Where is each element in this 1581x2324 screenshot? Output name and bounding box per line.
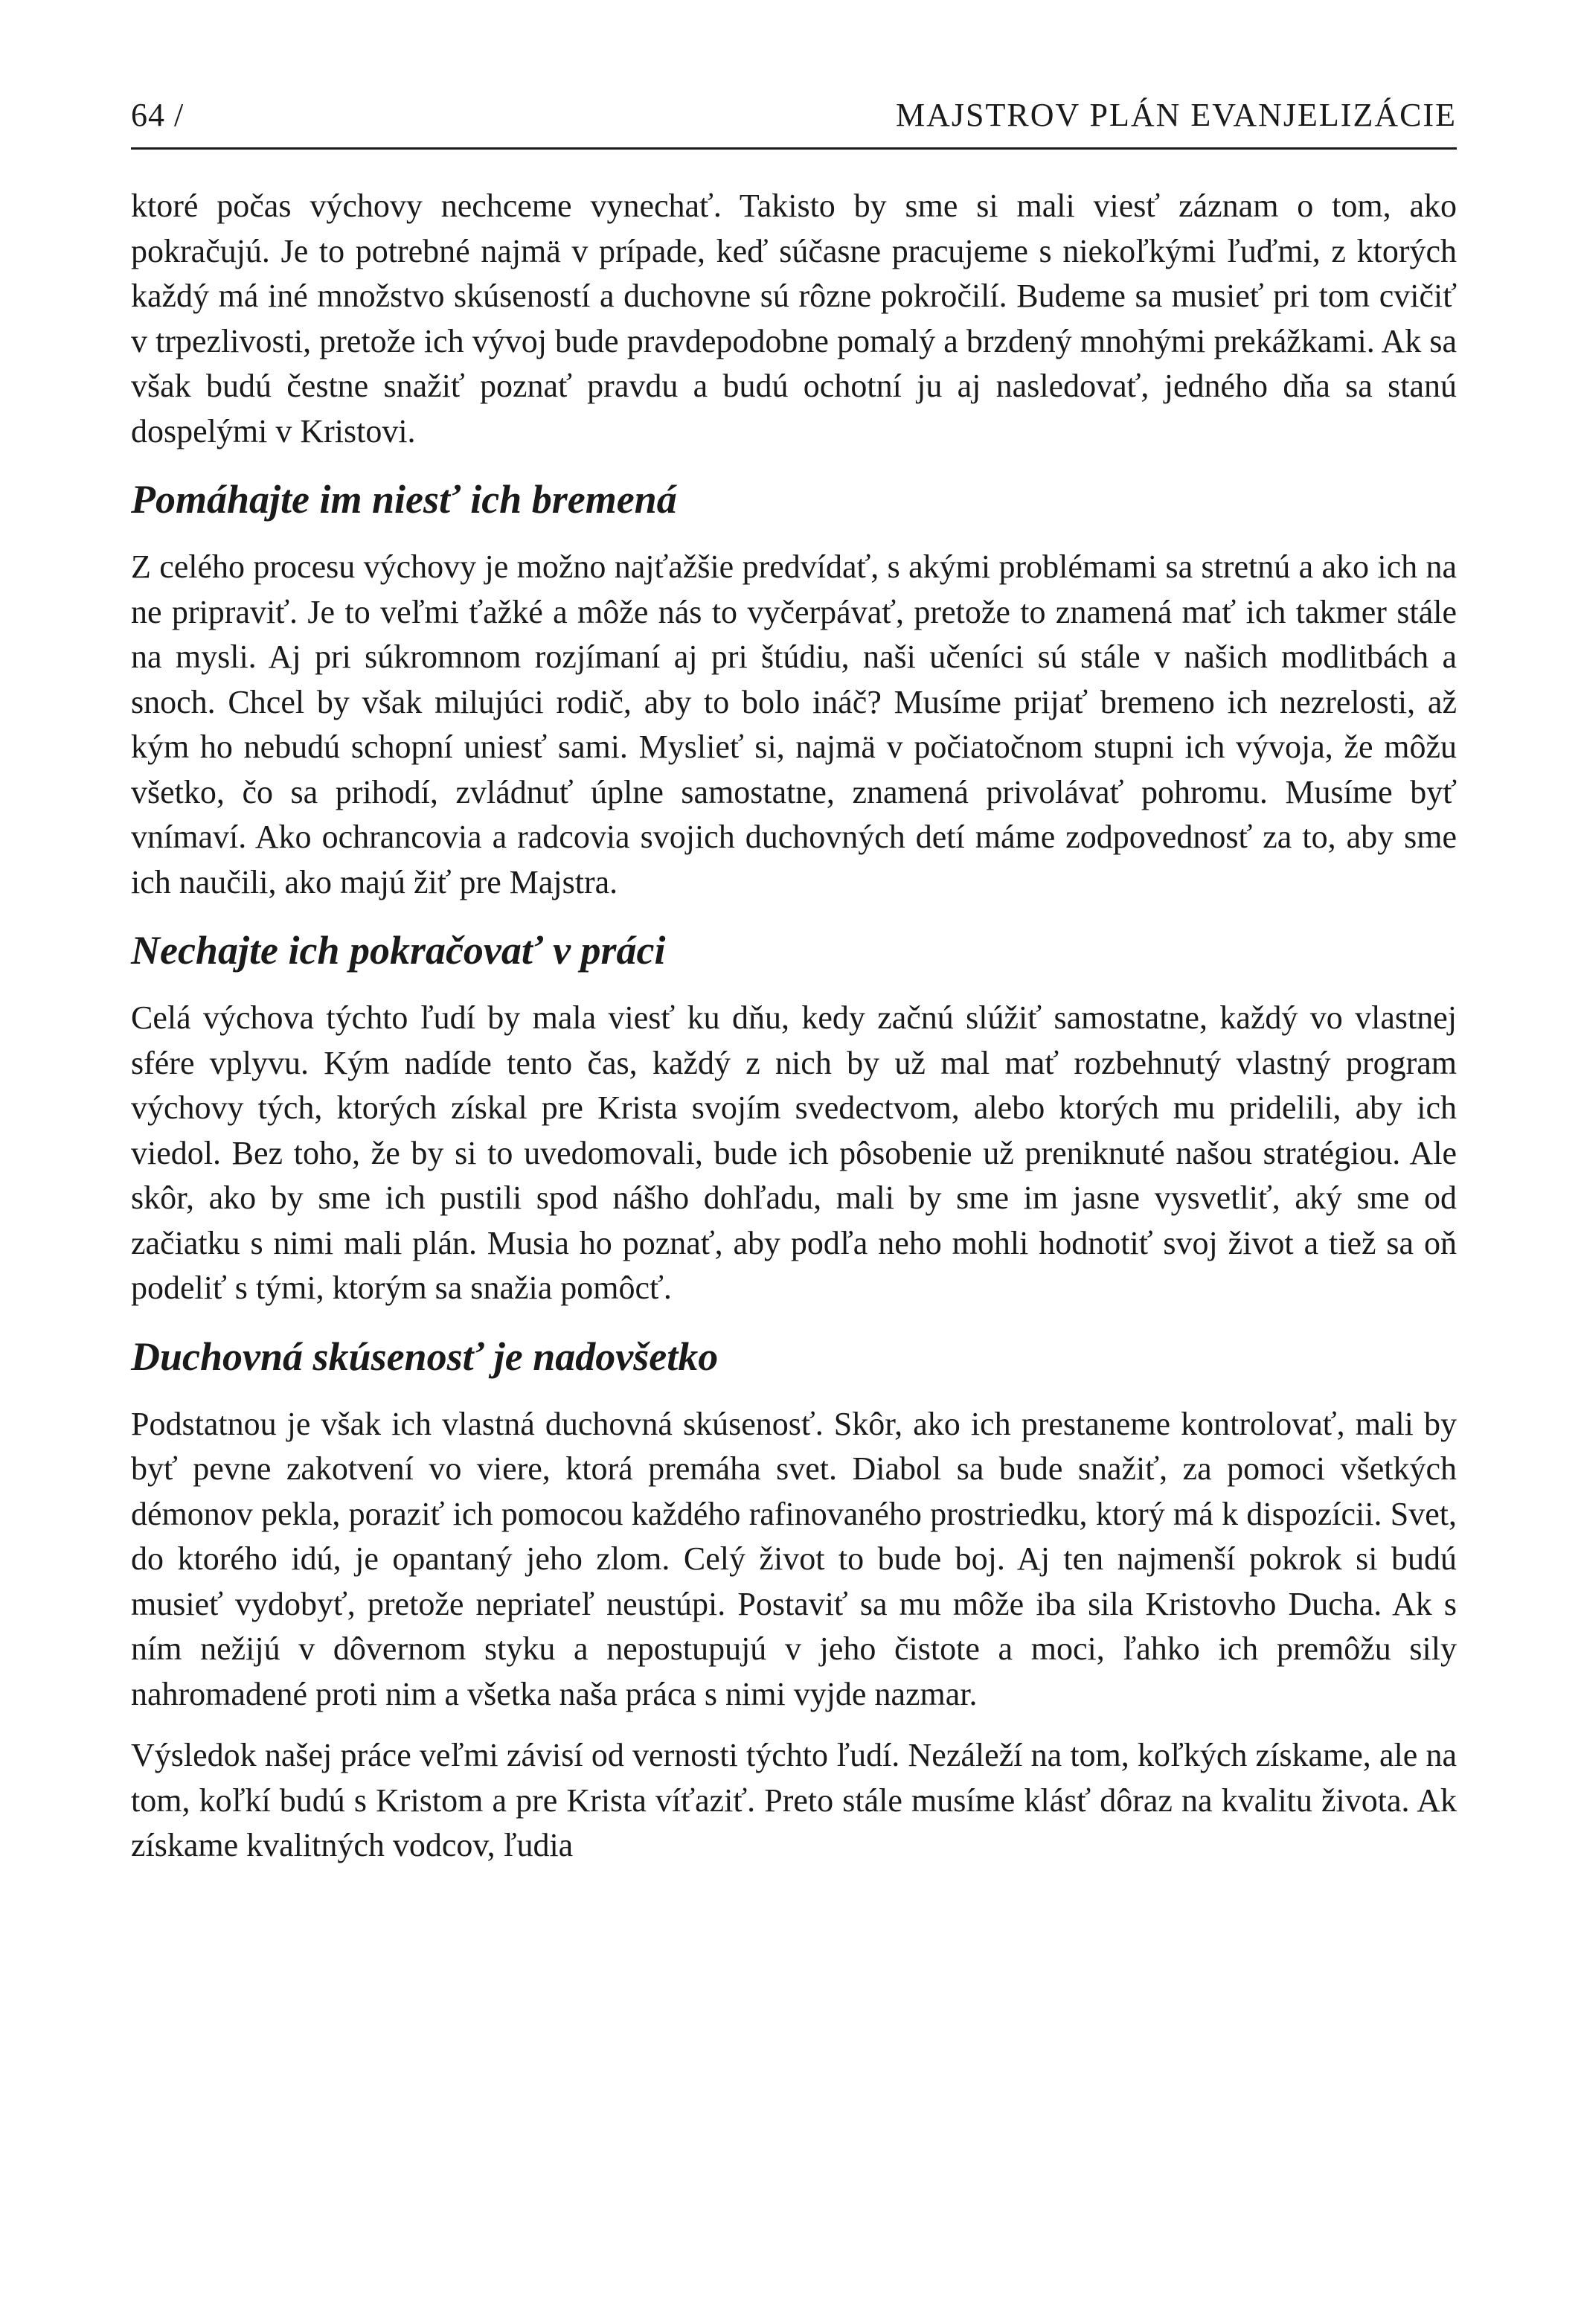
section-heading-2: Nechajte ich pokračovať v práci [131, 928, 666, 973]
paragraph-3-text: Podstatnou je však ich vlastná duchovná skúsenosť. Skôr, ako ich prestaneme kontrolovať, mali by byť pevne zakotvení vo viere, ktorá premáha svet. Diabol sa bude snažiť, za pomoci všetkých démonov pekla, poraziť ich pomocou každého rafinovaného prostriedku, ktorý má k dispozícii. Svet, do ktorého idú, je opantaný jeho zlom. Celý život to bude boj. Aj ten najmenší pokrok si budú musieť vydobyť, pretože nepriateľ neustúpi. Postaviť sa mu môže iba sila Kristovho Ducha. Ak s ním nežijú v dôvernom styku a nepostupujú v jeho čistote a moci, ľahko ich premôžu sily nahromadené proti nim a všetka naša práca s nimi vyjde nazmar. [131, 1405, 1457, 1712]
book-page [131, 89, 1457, 1869]
book-title: MAJSTROV PLÁN EVANJELIZÁCIE [896, 97, 1457, 133]
paragraph-4 [131, 1733, 1457, 1869]
page-number: 64 / [131, 97, 185, 133]
paragraph-2 [131, 996, 1457, 1311]
section-heading-3: Duchovná skúsenosť je nadovšetko [131, 1334, 719, 1379]
paragraph-1 [131, 545, 1457, 905]
paragraph-intro: ktoré počas výchovy nechceme vynechať. Takisto by sme si mali viesť záznam o tom, ako pokračujú. Je to potrebné najmä v prípade, keď súčasne pracujeme s niekoľkými ľuďmi, z ktorých každý má iné množstvo skúseností a duchovne sú rôzne pokročilí. Budeme sa musieť pri tom cvičiť v trpezlivosti, pretože ich vývoj bude pravdepodobne pomalý a brzdený mnohými prekážkami. Ak sa však budú čestne snažiť poznať pravdu a budú ochotní ju aj nasledovať, jedného dňa sa stanú dospelými v Kristovi. [131, 188, 1457, 449]
paragraph-3 [131, 1402, 1457, 1718]
section-heading-1: Pomáhajte im niesť ich bremená [131, 477, 677, 522]
header-rule [131, 147, 1457, 150]
paragraph-4-text: Výsledok našej práce veľmi závisí od vernosti týchto ľudí. Nezáleží na tom, koľkých získame, ale na tom, koľkí budú s Kristom a pre Krista víťaziť. Preto stále musíme klásť dôraz na kvalitu života. Ak získame kvalitných vodcov, ľudia [131, 1737, 1457, 1863]
running-header [131, 89, 1457, 141]
paragraph-2-text: Celá výchova týchto ľudí by mala viesť ku dňu, kedy začnú slúžiť samostatne, každý vo vlastnej sfére vplyvu. Kým nadíde tento čas, každý z nich by už mal mať rozbehnutý vlastný program výchovy tých, ktorých získal pre Krista svojím svedectvom, alebo ktorých mu pridelili, aby ich viedol. Bez toho, že by si to uvedomovali, bude ich pôsobenie už preniknuté našou stratégiou. Ale skôr, ako by sme ich pustili spod nášho dohľadu, mali by sme im jasne vysvetliť, aký sme od začiatku s nimi mali plán. Musia ho poznať, aby podľa neho mohli hodnotiť svoj život a tiež sa oň podeliť s tými, ktorým sa snažia pomôcť. [131, 999, 1457, 1306]
paragraph-1-text: Z celého procesu výchovy je možno najťažšie predvídať, s akými problémami sa stretnú a ako ich na ne pripraviť. Je to veľmi ťažké a môže nás to vyčerpávať, pretože to znamená mať ich takmer stále na mysli. Aj pri súkromnom rozjímaní aj pri štúdiu, naši učeníci sú stále v našich modlitbách a snoch. Chcel by však milujúci rodič, aby to bolo ináč? Musíme prijať bremeno ich nezrelosti, až kým ho nebudú schopní uniesť sami. Myslieť si, najmä v počiatočnom stupni ich vývoja, že môžu všetko, čo sa prihodí, zvládnuť úplne samostatne, znamená privolávať pohromu. Musíme byť vnímaví. Ako ochrancovia a radcovia svojich duchovných detí máme zodpovednosť za to, aby sme ich naučili, ako majú žiť pre Majstra. [131, 548, 1457, 900]
